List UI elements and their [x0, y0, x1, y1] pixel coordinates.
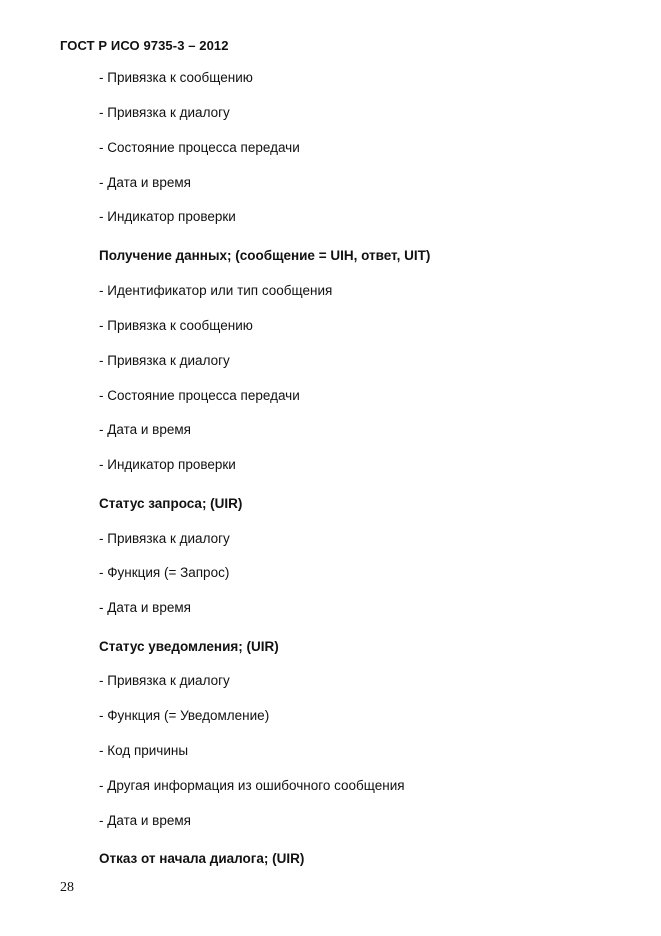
page-number: 28 — [60, 880, 74, 895]
document-header: ГОСТ Р ИСО 9735-3 – 2012 — [60, 38, 229, 53]
section-heading: Получение данных; (сообщение = UIH, ответ, UIT) — [99, 248, 431, 263]
list-item: - Другая информация из ошибочного сообщения — [99, 778, 405, 793]
list-item: - Индикатор проверки — [99, 209, 236, 224]
list-item: - Привязка к диалогу — [99, 105, 230, 120]
list-item: - Привязка к сообщению — [99, 318, 253, 333]
list-item: - Дата и время — [99, 175, 191, 190]
list-item: - Функция (= Запрос) — [99, 565, 230, 580]
section-heading: Отказ от начала диалога; (UIR) — [99, 851, 305, 866]
section-heading: Статус запроса; (UIR) — [99, 496, 243, 511]
list-item: - Состояние процесса передачи — [99, 388, 300, 403]
list-item: - Дата и время — [99, 600, 191, 615]
list-item: - Привязка к сообщению — [99, 70, 253, 85]
list-item: - Функция (= Уведомление) — [99, 708, 270, 723]
section-heading: Статус уведомления; (UIR) — [99, 639, 279, 654]
list-item: - Состояние процесса передачи — [99, 140, 300, 155]
list-item: - Код причины — [99, 743, 189, 758]
list-item: - Дата и время — [99, 813, 191, 828]
list-item: - Дата и время — [99, 422, 191, 437]
list-item: - Идентификатор или тип сообщения — [99, 283, 333, 298]
list-item: - Индикатор проверки — [99, 457, 236, 472]
list-item: - Привязка к диалогу — [99, 353, 230, 368]
list-item: - Привязка к диалогу — [99, 531, 230, 546]
list-item: - Привязка к диалогу — [99, 673, 230, 688]
